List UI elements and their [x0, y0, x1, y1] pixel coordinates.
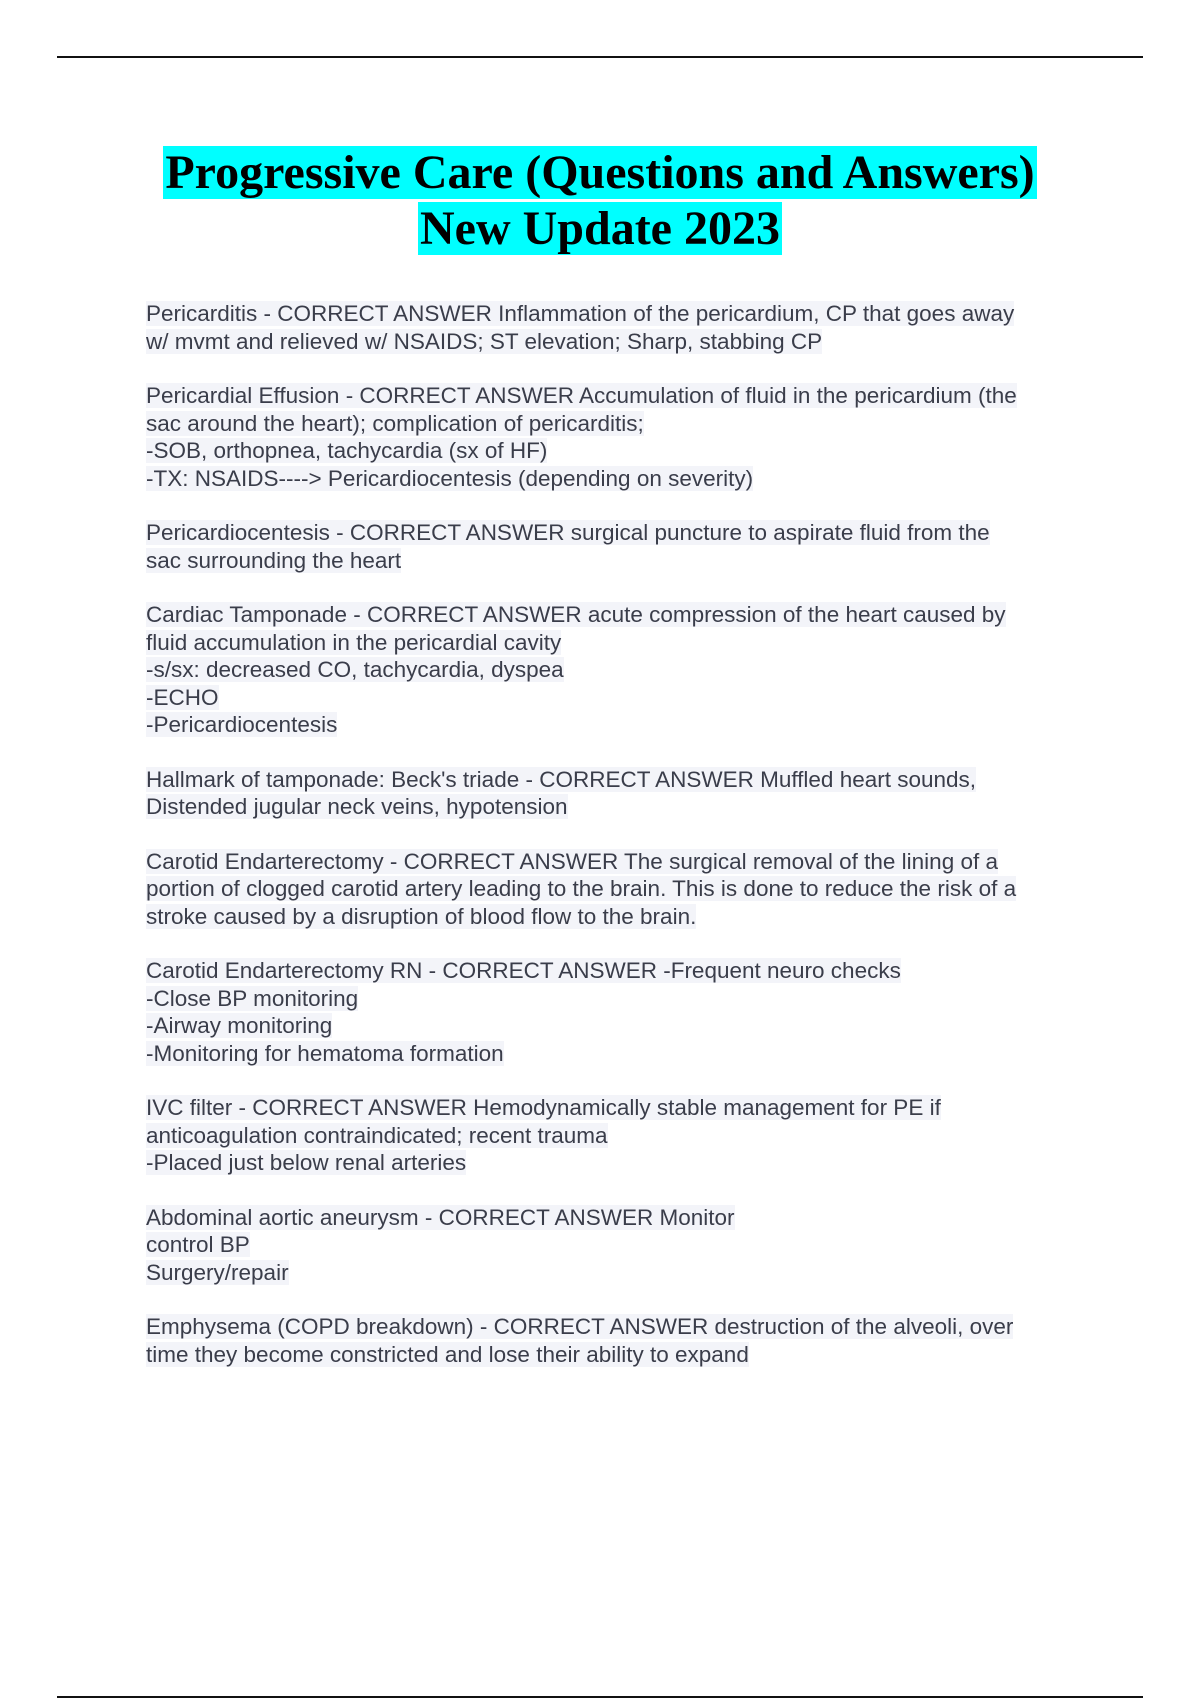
entry-line: IVC filter - CORRECT ANSWER Hemodynamically stable management for PE if: [146, 1095, 941, 1120]
entry-line: Pericarditis - CORRECT ANSWER Inflammation of the pericardium, CP that goes away: [146, 301, 1015, 326]
title-line-2: New Update 2023: [420, 202, 780, 255]
entry-line: Abdominal aortic aneurysm - CORRECT ANSWER Monitor: [146, 1204, 735, 1230]
qa-entry-emphysema: [146, 1313, 1086, 1368]
entry-line: time they become constricted and lose their ability to expand: [146, 1341, 749, 1367]
entry-line: -TX: NSAIDS----> Pericardiocentesis (depending on severity): [146, 465, 754, 491]
entry-line: -Airway monitoring: [146, 1013, 333, 1038]
entry-line: Pericardial Effusion - CORRECT ANSWER Accumulation of fluid in the pericardium (the: [146, 383, 1017, 408]
top-rule: [57, 56, 1143, 58]
entry-line: w/ mvmt and relieved w/ NSAIDS; ST elevation; Sharp, stabbing CP: [146, 328, 823, 354]
entry-line: -Monitoring for hematoma formation: [146, 1040, 504, 1066]
entry-line: control BP: [146, 1232, 250, 1257]
entry-line: stroke caused by a disruption of blood flow to the brain.: [146, 903, 697, 929]
qa-entry-carotid-endarterectomy-rn: [146, 957, 1086, 1067]
entry-line: -Placed just below renal arteries: [146, 1150, 467, 1175]
qa-entry-carotid-endarterectomy: [146, 848, 1086, 931]
entry-line: portion of clogged carotid artery leading to the brain. This is done to reduce the risk of a: [146, 876, 1017, 901]
entry-line: -Close BP monitoring: [146, 985, 359, 1011]
entry-line: Carotid Endarterectomy - CORRECT ANSWER The surgical removal of the lining of a: [146, 848, 998, 874]
document-title: [0, 145, 1200, 257]
title-line-1: Progressive Care (Questions and Answers): [165, 146, 1035, 199]
entry-line: Cardiac Tamponade - CORRECT ANSWER acute compression of the heart caused by: [146, 602, 1006, 627]
entry-line: Pericardiocentesis - CORRECT ANSWER surgical puncture to aspirate fluid from the: [146, 520, 990, 545]
entry-line: Carotid Endarterectomy RN - CORRECT ANSWER -Frequent neuro checks: [146, 958, 901, 983]
entry-line: -s/sx: decreased CO, tachycardia, dyspea: [146, 657, 564, 682]
entry-line: Emphysema (COPD breakdown) - CORRECT ANSWER destruction of the alveoli, over: [146, 1314, 1014, 1339]
entry-line: Surgery/repair: [146, 1259, 289, 1285]
entry-line: sac around the heart); complication of pericarditis;: [146, 410, 644, 436]
entry-line: anticoagulation contraindicated; recent trauma: [146, 1122, 608, 1148]
bottom-rule: [57, 1696, 1143, 1698]
entry-line: -SOB, orthopnea, tachycardia (sx of HF): [146, 438, 548, 463]
entry-line: Hallmark of tamponade: Beck's triade - CORRECT ANSWER Muffled heart sounds,: [146, 766, 977, 792]
document-body: [146, 300, 1086, 1395]
qa-entry-pericarditis: [146, 300, 1086, 355]
entry-line: fluid accumulation in the pericardial cavity: [146, 629, 562, 655]
entry-line: -ECHO: [146, 684, 219, 710]
qa-entry-abdominal-aortic-aneurysm: [146, 1204, 1086, 1287]
qa-entry-pericardial-effusion: [146, 382, 1086, 492]
qa-entry-cardiac-tamponade: [146, 601, 1086, 739]
qa-entry-pericardiocentesis: [146, 519, 1086, 574]
qa-entry-becks-triade: [146, 766, 1086, 821]
entry-line: sac surrounding the heart: [146, 547, 402, 573]
qa-entry-ivc-filter: [146, 1094, 1086, 1177]
entry-line: -Pericardiocentesis: [146, 712, 338, 737]
entry-line: Distended jugular neck veins, hypotension: [146, 794, 568, 819]
